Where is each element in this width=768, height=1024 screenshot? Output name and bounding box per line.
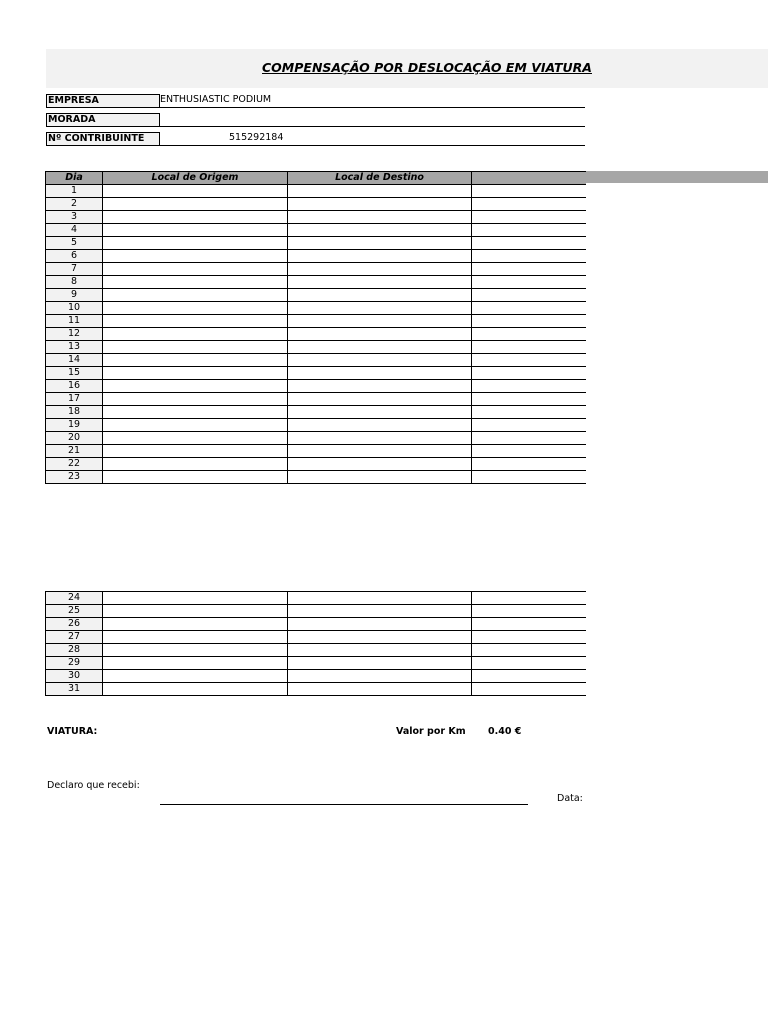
extra-cell[interactable] [472,670,586,683]
day-cell: 16 [46,380,103,393]
table-row [46,432,586,445]
contribuinte-label: Nº CONTRIBUINTE [46,132,160,146]
destino-cell[interactable] [288,198,472,211]
destino-cell[interactable] [288,419,472,432]
origem-cell[interactable] [103,432,288,445]
origem-cell[interactable] [103,237,288,250]
table-row [46,644,586,657]
day-cell: 7 [46,263,103,276]
extra-cell[interactable] [472,631,586,644]
extra-cell[interactable] [472,367,586,380]
table-row [46,367,586,380]
origem-cell[interactable] [103,592,288,605]
day-cell: 2 [46,198,103,211]
origem-cell[interactable] [103,354,288,367]
destino-cell[interactable] [288,354,472,367]
destino-cell[interactable] [288,341,472,354]
origem-cell[interactable] [103,263,288,276]
destino-cell[interactable] [288,315,472,328]
day-cell: 14 [46,354,103,367]
table-row [46,592,586,605]
trips-table-part-1 [45,171,586,484]
day-cell: 22 [46,458,103,471]
extra-cell[interactable] [472,618,586,631]
destino-cell[interactable] [288,657,472,670]
day-cell: 4 [46,224,103,237]
day-cell: 28 [46,644,103,657]
destino-cell[interactable] [288,471,472,484]
contribuinte-value: 515292184 [229,132,284,143]
origem-cell[interactable] [103,605,288,618]
origem-cell[interactable] [103,315,288,328]
day-cell: 18 [46,406,103,419]
day-cell: 20 [46,432,103,445]
extra-cell[interactable] [472,302,586,315]
origem-cell[interactable] [103,250,288,263]
extra-cell[interactable] [472,683,586,696]
origem-cell[interactable] [103,631,288,644]
table-row [46,185,586,198]
extra-cell[interactable] [472,276,586,289]
extra-cell[interactable] [472,380,586,393]
table-row [46,224,586,237]
destino-cell[interactable] [288,631,472,644]
extra-cell[interactable] [472,289,586,302]
day-cell: 29 [46,657,103,670]
destino-cell[interactable] [288,237,472,250]
extra-cell[interactable] [472,224,586,237]
extra-cell[interactable] [472,419,586,432]
empresa-label: EMPRESA [46,94,160,108]
table-row [46,419,586,432]
contribuinte-field-line[interactable] [159,132,585,146]
extra-cell[interactable] [472,315,586,328]
trips-table-part-2 [45,591,586,696]
extra-cell[interactable] [472,471,586,484]
origem-cell[interactable] [103,302,288,315]
origem-cell[interactable] [103,289,288,302]
data-label: Data: [557,793,583,804]
table-row [46,471,586,484]
day-cell: 25 [46,605,103,618]
extra-cell[interactable] [472,328,586,341]
destino-cell[interactable] [288,618,472,631]
table-row [46,211,586,224]
day-cell: 11 [46,315,103,328]
table-row [46,631,586,644]
day-cell: 30 [46,670,103,683]
declaro-label: Declaro que recebi: [47,780,140,791]
destino-cell[interactable] [288,670,472,683]
table-row [46,341,586,354]
origem-cell[interactable] [103,406,288,419]
table-row [46,315,586,328]
day-cell: 19 [46,419,103,432]
table-row [46,276,586,289]
signature-line[interactable] [160,804,528,805]
table-row [46,289,586,302]
destino-cell[interactable] [288,302,472,315]
origem-cell[interactable] [103,224,288,237]
extra-cell[interactable] [472,263,586,276]
origem-cell[interactable] [103,211,288,224]
table-row [46,670,586,683]
morada-field-line[interactable] [159,113,585,127]
origem-cell[interactable] [103,328,288,341]
extra-cell[interactable] [472,341,586,354]
day-cell: 24 [46,592,103,605]
header-local-destino: Local de Destino [288,172,472,185]
table-row [46,302,586,315]
destino-cell[interactable] [288,367,472,380]
extra-cell[interactable] [472,237,586,250]
day-cell: 31 [46,683,103,696]
day-cell: 8 [46,276,103,289]
table-row [46,263,586,276]
extra-cell[interactable] [472,644,586,657]
origem-cell[interactable] [103,670,288,683]
day-cell: 6 [46,250,103,263]
destino-cell[interactable] [288,380,472,393]
origem-cell[interactable] [103,644,288,657]
origem-cell[interactable] [103,393,288,406]
day-cell: 15 [46,367,103,380]
destino-cell[interactable] [288,683,472,696]
extra-cell[interactable] [472,445,586,458]
table-row [46,605,586,618]
table-row [46,354,586,367]
header-blank [472,172,586,185]
morada-label: MORADA [46,113,160,127]
day-cell: 3 [46,211,103,224]
origem-cell[interactable] [103,380,288,393]
day-cell: 1 [46,185,103,198]
day-cell: 23 [46,471,103,484]
day-cell: 26 [46,618,103,631]
valor-km-value: 0.40 € [488,726,522,737]
destino-cell[interactable] [288,211,472,224]
extra-cell[interactable] [472,393,586,406]
extra-cell[interactable] [472,211,586,224]
table-row [46,458,586,471]
extra-cell[interactable] [472,250,586,263]
extra-cell[interactable] [472,657,586,670]
extra-cell[interactable] [472,406,586,419]
table-row [46,250,586,263]
destino-cell[interactable] [288,592,472,605]
destino-cell[interactable] [288,224,472,237]
origem-cell[interactable] [103,458,288,471]
day-cell: 5 [46,237,103,250]
day-cell: 10 [46,302,103,315]
extra-cell[interactable] [472,458,586,471]
table-row [46,406,586,419]
header-local-origem: Local de Origem [103,172,288,185]
destino-cell[interactable] [288,328,472,341]
viatura-label: VIATURA: [47,726,98,737]
table-row [46,328,586,341]
day-cell: 17 [46,393,103,406]
extra-cell[interactable] [472,198,586,211]
destino-cell[interactable] [288,185,472,198]
day-cell: 13 [46,341,103,354]
origem-cell[interactable] [103,618,288,631]
destino-cell[interactable] [288,276,472,289]
origem-cell[interactable] [103,276,288,289]
header-band-extension [585,171,768,183]
title-bar [46,49,768,88]
day-cell: 21 [46,445,103,458]
destino-cell[interactable] [288,605,472,618]
table-row [46,393,586,406]
extra-cell[interactable] [472,605,586,618]
extra-cell[interactable] [472,185,586,198]
extra-cell[interactable] [472,432,586,445]
destino-cell[interactable] [288,393,472,406]
table-row [46,198,586,211]
destino-cell[interactable] [288,458,472,471]
origem-cell[interactable] [103,367,288,380]
origem-cell[interactable] [103,657,288,670]
origem-cell[interactable] [103,341,288,354]
table-row [46,380,586,393]
day-cell: 27 [46,631,103,644]
table-row [46,683,586,696]
destino-cell[interactable] [288,406,472,419]
origem-cell[interactable] [103,419,288,432]
table-row [46,445,586,458]
origem-cell[interactable] [103,198,288,211]
page-title: COMPENSAÇÃO POR DESLOCAÇÃO EM VIATURA [262,60,592,75]
table-header-row [46,172,586,185]
empresa-value: ENTHUSIASTIC PODIUM [160,94,272,105]
destino-cell[interactable] [288,250,472,263]
header-dia: Dia [46,172,103,185]
destino-cell[interactable] [288,432,472,445]
day-cell: 12 [46,328,103,341]
valor-km-label: Valor por Km [396,726,466,737]
origem-cell[interactable] [103,471,288,484]
origem-cell[interactable] [103,445,288,458]
destino-cell[interactable] [288,289,472,302]
destino-cell[interactable] [288,445,472,458]
day-cell: 9 [46,289,103,302]
extra-cell[interactable] [472,592,586,605]
table-row [46,237,586,250]
destino-cell[interactable] [288,263,472,276]
table-row [46,657,586,670]
table-row [46,618,586,631]
origem-cell[interactable] [103,185,288,198]
origem-cell[interactable] [103,683,288,696]
destino-cell[interactable] [288,644,472,657]
extra-cell[interactable] [472,354,586,367]
